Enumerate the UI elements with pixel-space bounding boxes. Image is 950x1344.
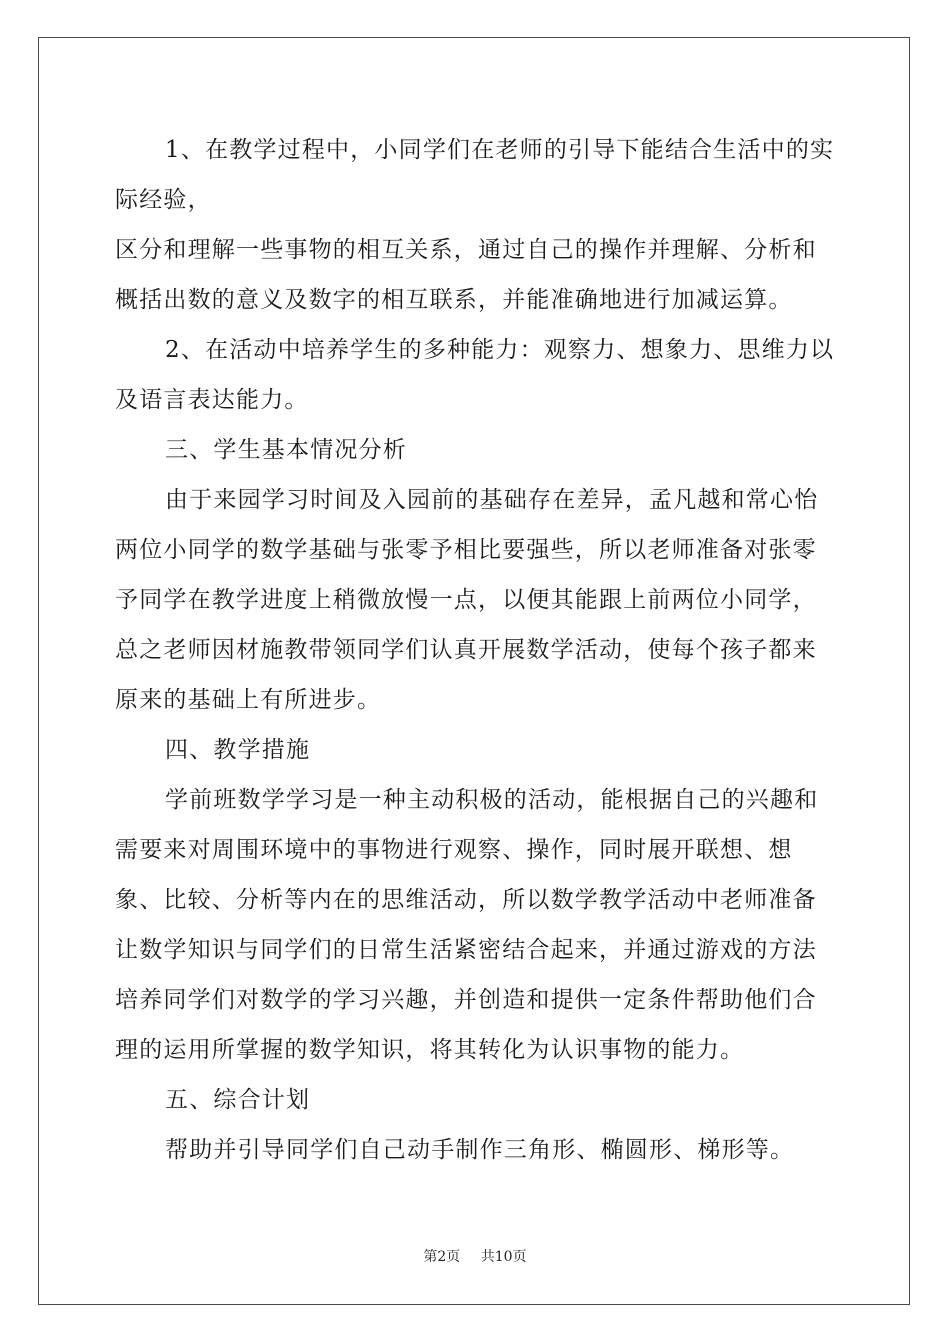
- heading-student-analysis: 三、学生基本情况分析: [165, 437, 407, 463]
- heading-teaching-measures: 四、教学措施: [165, 737, 311, 763]
- page-number: 第2页: [423, 1249, 461, 1265]
- document-body: [115, 125, 840, 1175]
- paragraph-goal-1: 1、在教学过程中，小同学们在老师的引导下能结合生活中的实际经验，: [115, 137, 835, 213]
- heading-comprehensive-plan: 五、综合计划: [165, 1087, 311, 1113]
- paragraph-student-analysis: 由于来园学习时间及入园前的基础存在差异，孟凡越和常心怡两位小同学的数学基础与张零予相比要强些，所以老师准备对张零予同学在教学进度上稍微放慢一点，以便其能跟上前两位小同学，总之老师因材施教带领同学们认真开展数学活动，使每个孩子都来原来的基础上有所进步。: [115, 487, 819, 713]
- paragraph-comprehensive-plan: 帮助并引导同学们自己动手制作三角形、椭圆形、梯形等。: [165, 1137, 795, 1163]
- paragraph-goal-1-continued: 区分和理解一些事物的相互关系，通过自己的操作并理解、分析和概括出数的意义及数字的相互联系，并能准确地进行加减运算。: [115, 237, 817, 313]
- page-footer: [0, 1246, 950, 1266]
- page-total: 共10页: [480, 1249, 527, 1265]
- paragraph-teaching-measures: 学前班数学学习是一种主动积极的活动，能根据自己的兴趣和需要来对周围环境中的事物进行观察、操作，同时展开联想、想象、比较、分析等内在的思维活动，所以数学教学活动中老师准备让数学知识与同学们的日常生活紧密结合起来，并通过游戏的方法培养同学们对数学的学习兴趣，并创造和提供一定条件帮助他们合理的运用所掌握的数学知识，将其转化为认识事物的能力。: [115, 787, 819, 1063]
- paragraph-goal-2: 2、在活动中培养学生的多种能力：观察力、想象力、思维力以及语言表达能力。: [115, 337, 835, 413]
